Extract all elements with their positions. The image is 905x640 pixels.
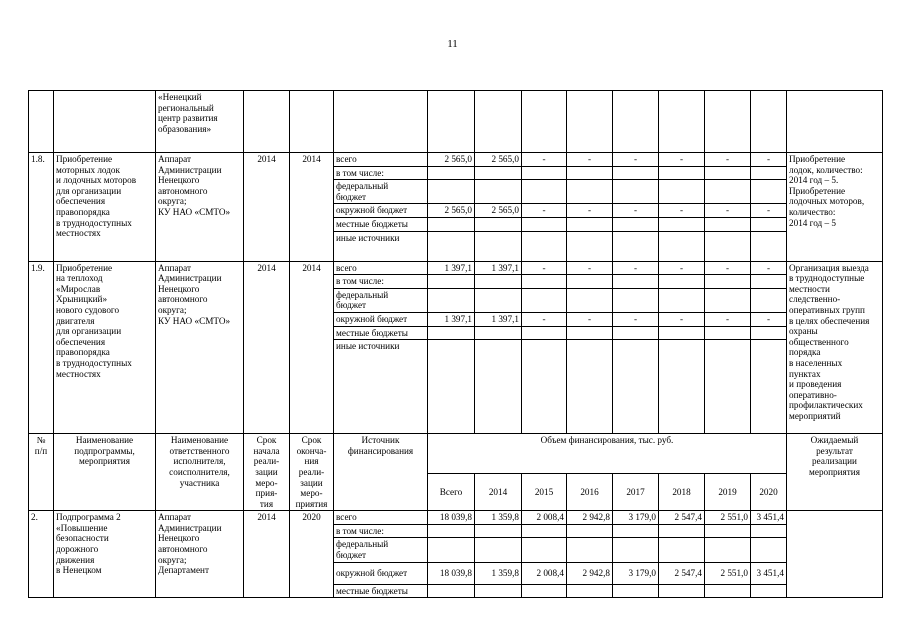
cell-value: 2 008,4 bbox=[522, 562, 567, 584]
cell-value: - bbox=[522, 312, 567, 326]
cell-value: - bbox=[659, 312, 705, 326]
cell-source-other: иные источники bbox=[334, 340, 428, 434]
cell bbox=[475, 326, 522, 340]
cell-value: - bbox=[751, 153, 787, 167]
cell-executor: Аппарат Администрации Ненецкого автономного округа; КУ НАО «СМТО» bbox=[156, 261, 244, 434]
cell-source-incl: в том числе: bbox=[334, 524, 428, 538]
cell bbox=[428, 584, 475, 598]
cell bbox=[475, 217, 522, 231]
cell-value: 2 565,0 bbox=[475, 204, 522, 218]
cell bbox=[613, 91, 659, 153]
cell-value: 1 359,8 bbox=[475, 562, 522, 584]
cell bbox=[705, 524, 751, 538]
cell bbox=[567, 584, 613, 598]
cell-value: - bbox=[751, 204, 787, 218]
cell bbox=[659, 524, 705, 538]
table-row-1-9 bbox=[29, 261, 883, 275]
cell bbox=[613, 584, 659, 598]
cell-value: 2 565,0 bbox=[428, 153, 475, 167]
cell bbox=[29, 91, 54, 153]
cell bbox=[522, 340, 567, 434]
cell bbox=[659, 166, 705, 180]
cell bbox=[705, 91, 751, 153]
cell-start-year: 2014 bbox=[244, 153, 290, 262]
header-year: 2019 bbox=[705, 474, 751, 511]
cell bbox=[428, 326, 475, 340]
cell bbox=[659, 288, 705, 312]
cell bbox=[428, 217, 475, 231]
cell bbox=[475, 538, 522, 562]
header-result: Ожидаемый результат реализации мероприятия bbox=[787, 434, 883, 511]
cell-start-year: 2014 bbox=[244, 261, 290, 434]
cell bbox=[751, 166, 787, 180]
table-row-1-8 bbox=[29, 153, 883, 167]
cell-expected-result: Организация выезда в труднодоступные местности следственно- оперативных групп в целях обеспечения охраны общественного порядка в населенных пунктах и проведения оперативно- профилактических мероприятий bbox=[787, 261, 883, 434]
cell bbox=[567, 538, 613, 562]
cell bbox=[751, 538, 787, 562]
header-source: Источник финансирования bbox=[334, 434, 428, 511]
cell bbox=[567, 288, 613, 312]
page-number: 11 bbox=[447, 38, 458, 50]
cell bbox=[751, 584, 787, 598]
cell-value: 2 547,4 bbox=[659, 511, 705, 525]
cell-activity-name: Приобретение на теплоход «Мирослав Хрыницкий» нового судового двигателя для организации обеспечения правопорядка в труднодоступных местностях bbox=[54, 261, 156, 434]
table-row-2 bbox=[29, 511, 883, 525]
cell bbox=[475, 340, 522, 434]
cell bbox=[751, 524, 787, 538]
cell-activity-name: Приобретение моторных лодок и лодочных моторов для организации обеспечения правопорядка в труднодоступных местностях bbox=[54, 153, 156, 262]
cell-source-local: местные бюджеты bbox=[334, 326, 428, 340]
cell bbox=[705, 180, 751, 204]
cell bbox=[54, 91, 156, 153]
header-year: Всего bbox=[428, 474, 475, 511]
cell bbox=[613, 180, 659, 204]
cell bbox=[522, 326, 567, 340]
cell-value: 2 942,8 bbox=[567, 562, 613, 584]
cell-source-total: всего bbox=[334, 153, 428, 167]
cell-source-district: окружной бюджет bbox=[334, 562, 428, 584]
cell-num: 1.8. bbox=[29, 153, 54, 262]
cell bbox=[705, 166, 751, 180]
cell bbox=[567, 524, 613, 538]
cell-value: - bbox=[613, 261, 659, 275]
cell-value: 3 451,4 bbox=[751, 511, 787, 525]
cell-source-incl: в том числе: bbox=[334, 166, 428, 180]
cell bbox=[522, 217, 567, 231]
cell-value: 18 039,8 bbox=[428, 511, 475, 525]
cell bbox=[475, 288, 522, 312]
cell-source-federal: федеральный бюджет bbox=[334, 180, 428, 204]
cell-source-district: окружной бюджет bbox=[334, 204, 428, 218]
cell-expected-result bbox=[787, 511, 883, 598]
cell-value: 2 565,0 bbox=[428, 204, 475, 218]
cell bbox=[705, 275, 751, 289]
cell bbox=[522, 180, 567, 204]
cell bbox=[567, 217, 613, 231]
cell-value: - bbox=[705, 312, 751, 326]
cell bbox=[659, 91, 705, 153]
header-year: 2015 bbox=[522, 474, 567, 511]
header-year: 2016 bbox=[567, 474, 613, 511]
cell bbox=[428, 524, 475, 538]
cell bbox=[522, 231, 567, 261]
cell bbox=[705, 288, 751, 312]
cell bbox=[705, 231, 751, 261]
cell bbox=[475, 166, 522, 180]
cell-num: 2. bbox=[29, 511, 54, 598]
header-volume: Объем финансирования, тыс. руб. bbox=[428, 434, 787, 474]
cell bbox=[428, 180, 475, 204]
cell-value: 3 179,0 bbox=[613, 562, 659, 584]
cell bbox=[659, 584, 705, 598]
cell bbox=[475, 91, 522, 153]
cell-num: 1.9. bbox=[29, 261, 54, 434]
cell bbox=[567, 340, 613, 434]
cell-value: - bbox=[567, 261, 613, 275]
cell bbox=[751, 326, 787, 340]
cell-value: - bbox=[659, 204, 705, 218]
cell-expected-result: Приобретение лодок, количество: 2014 год – 5. Приобретение лодочных моторов, количество: 2014 год – 5 bbox=[787, 153, 883, 262]
cell bbox=[751, 217, 787, 231]
cell bbox=[428, 340, 475, 434]
cell bbox=[659, 340, 705, 434]
cell bbox=[751, 288, 787, 312]
cell-value: 3 451,4 bbox=[751, 562, 787, 584]
cell-value: 2 008,4 bbox=[522, 511, 567, 525]
cell bbox=[428, 275, 475, 289]
cell-value: - bbox=[522, 153, 567, 167]
cell bbox=[613, 166, 659, 180]
table-row-continuation bbox=[29, 91, 883, 153]
cell-value: - bbox=[659, 261, 705, 275]
cell-value: 18 039,8 bbox=[428, 562, 475, 584]
cell bbox=[613, 538, 659, 562]
cell-value: 1 359,8 bbox=[475, 511, 522, 525]
cell bbox=[705, 326, 751, 340]
cell-value: 3 179,0 bbox=[613, 511, 659, 525]
cell-value: 2 942,8 bbox=[567, 511, 613, 525]
header-name: Наименование подпрограммы, мероприятия bbox=[54, 434, 156, 511]
cell bbox=[705, 217, 751, 231]
cell-value: - bbox=[705, 153, 751, 167]
cell bbox=[428, 166, 475, 180]
cell-value: - bbox=[659, 153, 705, 167]
cell-value: - bbox=[613, 153, 659, 167]
cell bbox=[659, 326, 705, 340]
cell-source-incl: в том числе: bbox=[334, 275, 428, 289]
cell bbox=[334, 91, 428, 153]
cell bbox=[522, 524, 567, 538]
cell bbox=[428, 288, 475, 312]
cell-value: - bbox=[567, 153, 613, 167]
cell-value: 2 547,4 bbox=[659, 562, 705, 584]
header-year: 2018 bbox=[659, 474, 705, 511]
cell-value: - bbox=[567, 312, 613, 326]
cell bbox=[751, 340, 787, 434]
cell-value: 1 397,1 bbox=[428, 312, 475, 326]
header-year: 2020 bbox=[751, 474, 787, 511]
cell-source-total: всего bbox=[334, 511, 428, 525]
cell bbox=[567, 231, 613, 261]
cell bbox=[613, 231, 659, 261]
cell bbox=[613, 217, 659, 231]
cell-end-year: 2014 bbox=[290, 261, 334, 434]
cell-end-year: 2020 bbox=[290, 511, 334, 598]
cell-source-federal: федеральный бюджет bbox=[334, 288, 428, 312]
header-year: 2017 bbox=[613, 474, 659, 511]
cell bbox=[475, 180, 522, 204]
header-executor: Наименование ответственного исполнителя, соисполнителя, участника bbox=[156, 434, 244, 511]
cell bbox=[613, 340, 659, 434]
cell-source-total: всего bbox=[334, 261, 428, 275]
cell bbox=[244, 91, 290, 153]
cell bbox=[613, 275, 659, 289]
cell-value: - bbox=[705, 261, 751, 275]
cell bbox=[428, 91, 475, 153]
cell-value: - bbox=[567, 204, 613, 218]
cell bbox=[787, 91, 883, 153]
cell bbox=[613, 288, 659, 312]
cell bbox=[659, 538, 705, 562]
cell-end-year: 2014 bbox=[290, 153, 334, 262]
cell bbox=[567, 166, 613, 180]
cell-value: - bbox=[613, 312, 659, 326]
cell-value: - bbox=[613, 204, 659, 218]
cell bbox=[567, 326, 613, 340]
cell bbox=[567, 91, 613, 153]
header-start: Срок начала реали- зации меро- прия- тия bbox=[244, 434, 290, 511]
header-num: № п/п bbox=[29, 434, 54, 511]
cell bbox=[659, 275, 705, 289]
cell-value: - bbox=[751, 261, 787, 275]
cell bbox=[428, 538, 475, 562]
cell-value: - bbox=[522, 261, 567, 275]
cell-executor: Аппарат Администрации Ненецкого автономного округа; КУ НАО «СМТО» bbox=[156, 153, 244, 262]
cell-executor: Аппарат Администрации Ненецкого автономного округа; Департамент bbox=[156, 511, 244, 598]
cell-value: - bbox=[522, 204, 567, 218]
cell bbox=[428, 231, 475, 261]
cell bbox=[475, 584, 522, 598]
cell bbox=[705, 340, 751, 434]
cell-value: 1 397,1 bbox=[428, 261, 475, 275]
cell-source-local: местные бюджеты bbox=[334, 584, 428, 598]
cell bbox=[522, 275, 567, 289]
cell bbox=[475, 275, 522, 289]
cell bbox=[522, 91, 567, 153]
cell bbox=[613, 326, 659, 340]
cell bbox=[567, 180, 613, 204]
cell-activity-name: Подпрограмма 2 «Повышение безопасности дорожного движения в Ненецком bbox=[54, 511, 156, 598]
cell-source-local: местные бюджеты bbox=[334, 217, 428, 231]
table-header-row bbox=[29, 434, 883, 474]
cell-value: - bbox=[751, 312, 787, 326]
cell bbox=[705, 538, 751, 562]
cell bbox=[522, 288, 567, 312]
cell bbox=[659, 217, 705, 231]
cell bbox=[751, 91, 787, 153]
cell bbox=[475, 524, 522, 538]
cell-executor: «Ненецкий региональный центр развития образования» bbox=[156, 91, 244, 153]
cell-value: 2 551,0 bbox=[705, 511, 751, 525]
header-year: 2014 bbox=[475, 474, 522, 511]
cell-value: 2 565,0 bbox=[475, 153, 522, 167]
cell-source-district: окружной бюджет bbox=[334, 312, 428, 326]
cell-value: 1 397,1 bbox=[475, 312, 522, 326]
cell-start-year: 2014 bbox=[244, 511, 290, 598]
cell bbox=[751, 180, 787, 204]
cell-value: 2 551,0 bbox=[705, 562, 751, 584]
cell bbox=[659, 231, 705, 261]
cell bbox=[567, 275, 613, 289]
cell-source-federal: федеральный бюджет bbox=[334, 538, 428, 562]
cell bbox=[522, 538, 567, 562]
cell-source-other: иные источники bbox=[334, 231, 428, 261]
cell bbox=[705, 584, 751, 598]
cell bbox=[475, 231, 522, 261]
program-activities-table bbox=[28, 90, 883, 598]
cell bbox=[751, 275, 787, 289]
cell-value: 1 397,1 bbox=[475, 261, 522, 275]
cell bbox=[613, 524, 659, 538]
cell bbox=[290, 91, 334, 153]
cell bbox=[522, 166, 567, 180]
cell bbox=[659, 180, 705, 204]
header-end: Срок оконча- ния реали- зации меро- приятия bbox=[290, 434, 334, 511]
cell-value: - bbox=[705, 204, 751, 218]
cell bbox=[522, 584, 567, 598]
cell bbox=[751, 231, 787, 261]
